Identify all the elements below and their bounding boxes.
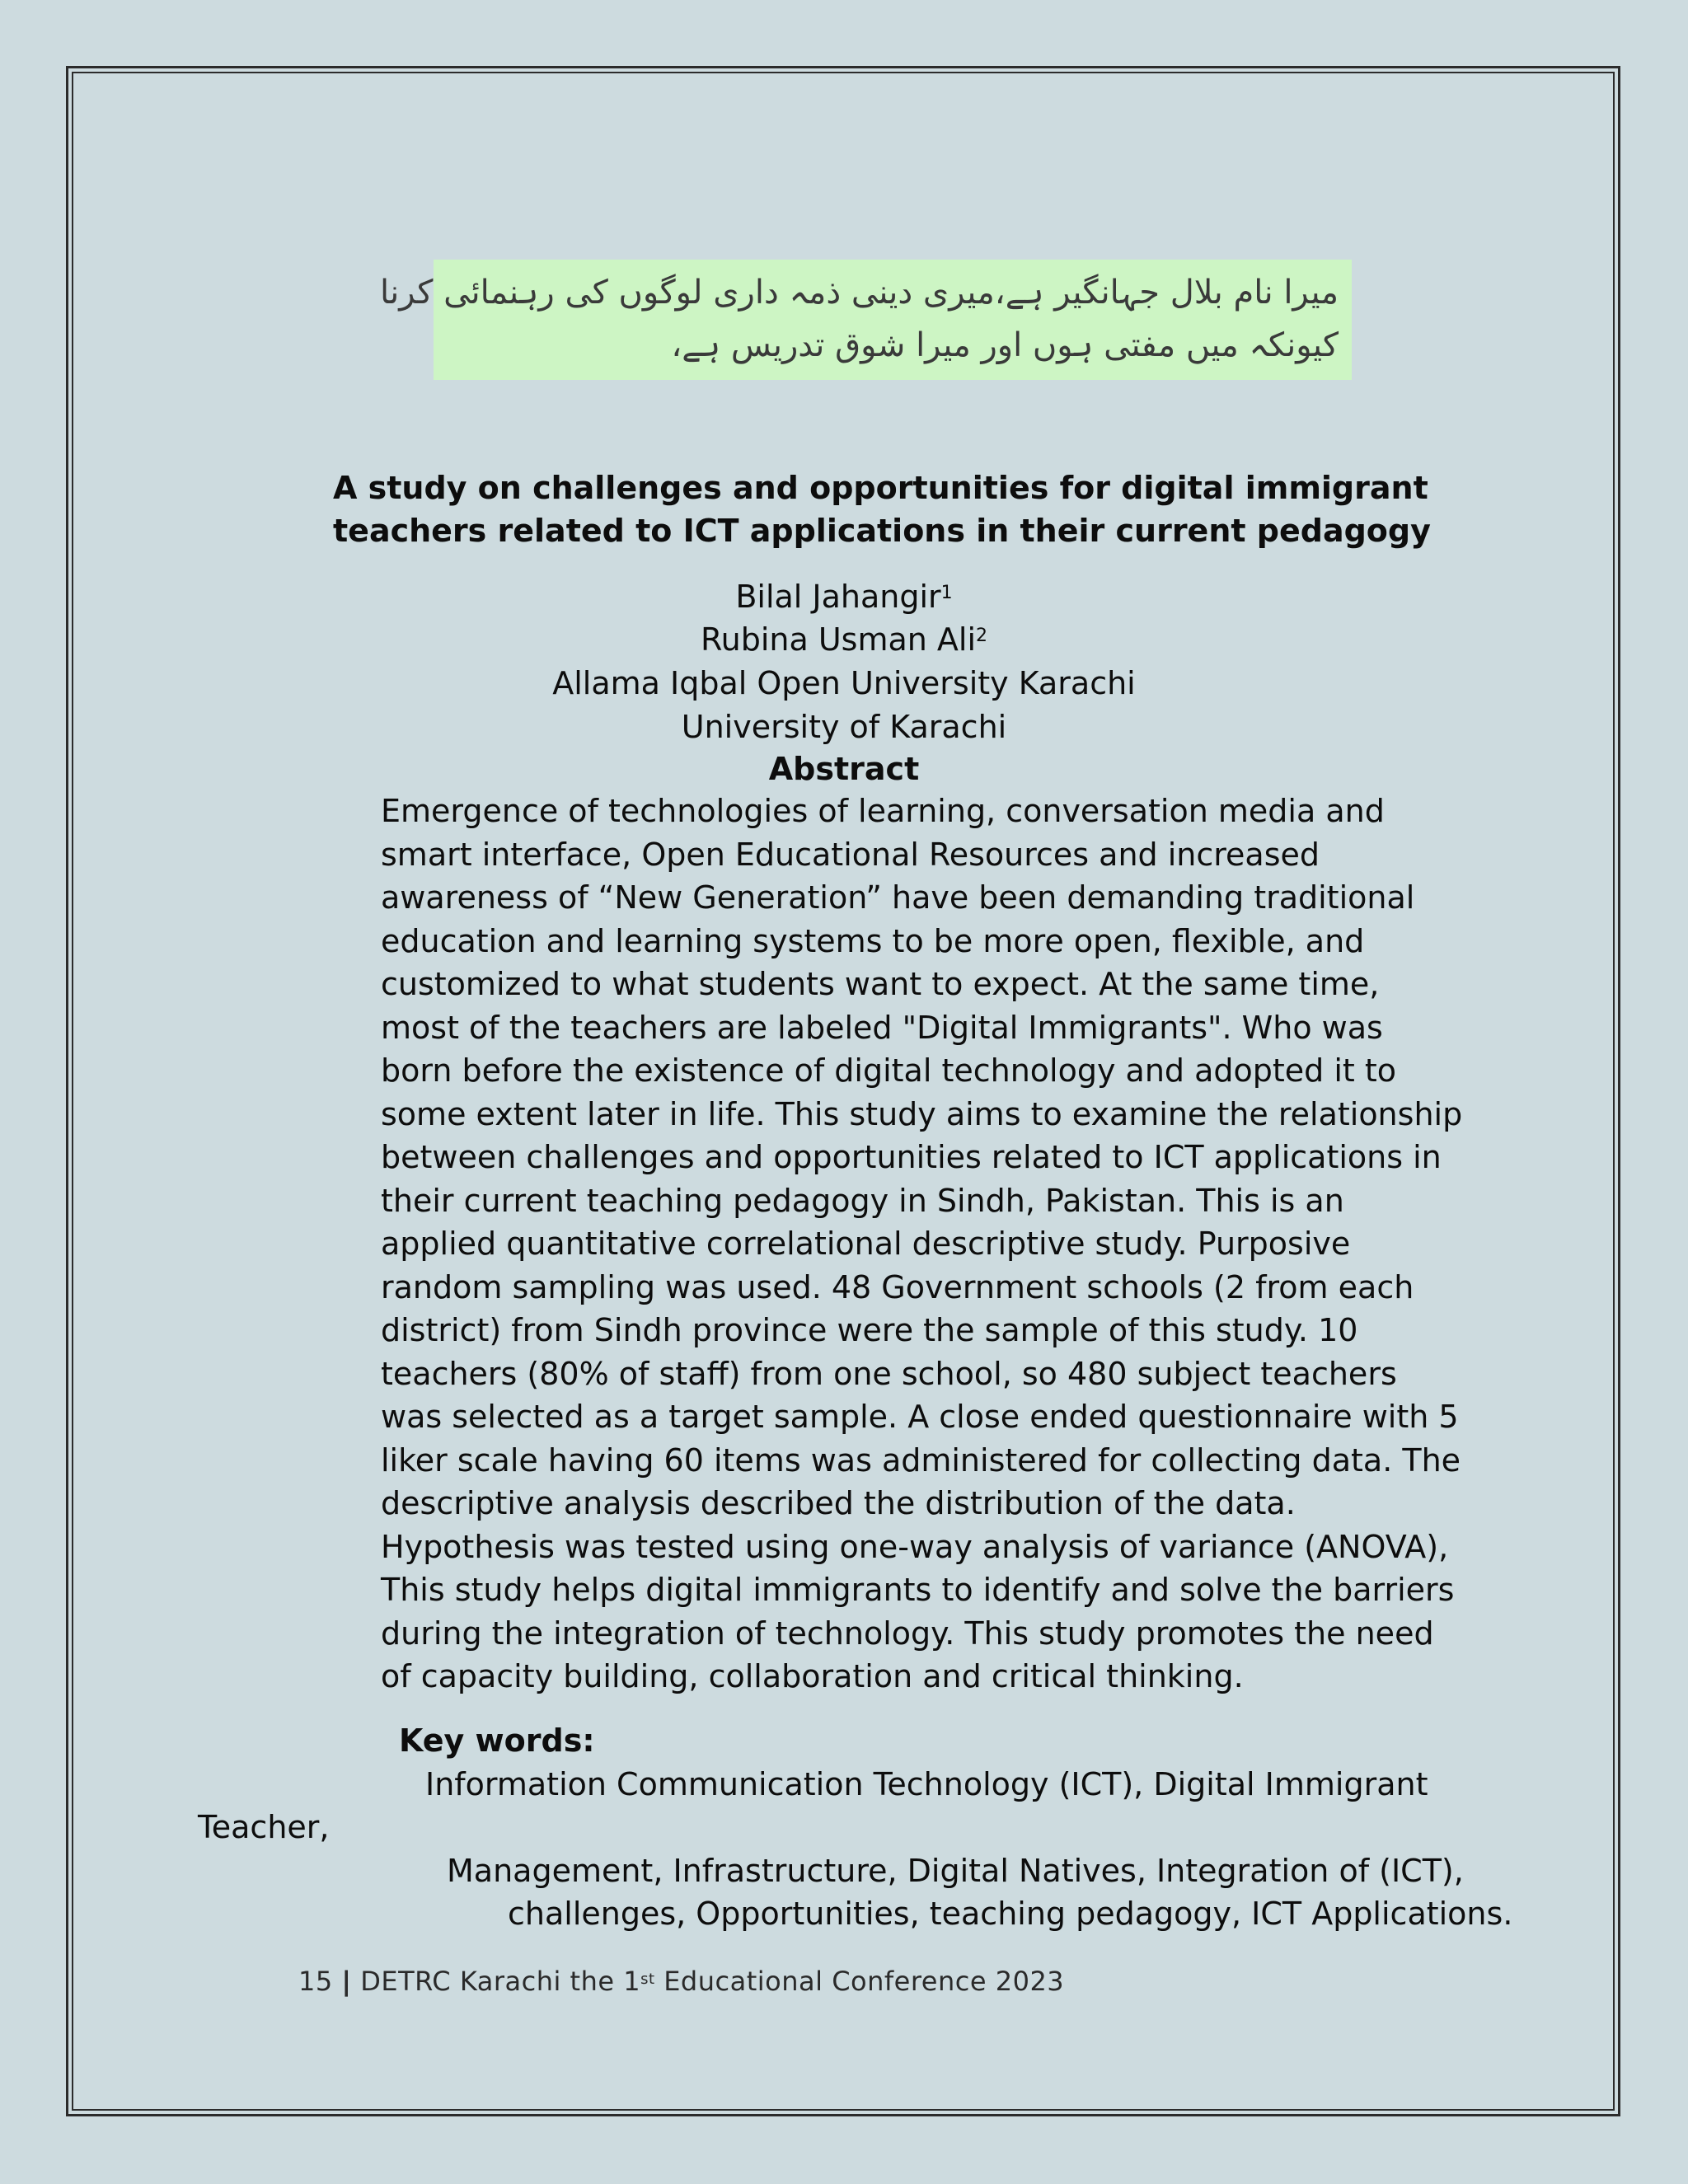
page-footer bbox=[298, 1963, 1064, 1999]
abstract-line: smart interface, Open Educational Resources and increased bbox=[381, 836, 1320, 873]
paper-title bbox=[333, 466, 1431, 552]
abstract-line: Hypothesis was tested using one-way analysis of variance (ANOVA), bbox=[381, 1528, 1449, 1565]
author-2 bbox=[0, 618, 1688, 661]
abstract-line: of capacity building, collaboration and critical thinking. bbox=[381, 1658, 1244, 1694]
abstract-line: teachers (80% of staff) from one school, so 480 subject teachers bbox=[381, 1355, 1397, 1392]
keywords-line-2: Teacher, bbox=[198, 1809, 330, 1845]
abstract-line: liker scale having 60 items was administered for collecting data. The bbox=[381, 1441, 1461, 1479]
abstract-line: during the integration of technology. This study promotes the need bbox=[381, 1615, 1434, 1652]
abstract-line: some extent later in life. This study aims to examine the relationship bbox=[381, 1095, 1463, 1132]
abstract-line: awareness of “New Generation” have been demanding traditional bbox=[381, 879, 1415, 916]
footer-text: DETRC Karachi the 1 bbox=[360, 1966, 641, 1997]
urdu-caption-line-1: میرا نام بلال جہانگیر ہے،میری دینی ذمہ داری لوگوں کی رہنمائی کرنا bbox=[379, 274, 1339, 312]
keywords-line-3: Management, Infrastructure, Digital Natives, Integration of (ICT), bbox=[447, 1853, 1464, 1889]
abstract-heading: Abstract bbox=[768, 751, 920, 787]
abstract-line: random sampling was used. 48 Government schools (2 from each bbox=[381, 1268, 1414, 1305]
abstract-line: customized to what students want to expect. At the same time, bbox=[381, 966, 1380, 1002]
author-2-name: Rubina Usman Ali bbox=[700, 621, 977, 658]
author-1-name: Bilal Jahangir bbox=[735, 579, 941, 615]
page-number: 15 bbox=[298, 1966, 333, 1997]
abstract-body bbox=[381, 790, 1463, 1699]
affiliation-1: Allama Iqbal Open University Karachi bbox=[552, 665, 1136, 701]
author-1 bbox=[0, 575, 1688, 618]
urdu-caption-box bbox=[379, 260, 1352, 380]
footer-text-end: Educational Conference 2023 bbox=[654, 1966, 1065, 1997]
affiliation-2: University of Karachi bbox=[681, 709, 1007, 745]
author-1-superscript: 1 bbox=[940, 583, 953, 603]
footer-superscript: st bbox=[640, 1971, 655, 1988]
abstract-line: between challenges and opportunities related to ICT applications in bbox=[381, 1139, 1442, 1175]
abstract-line: their current teaching pedagogy in Sindh, Pakistan. This is an bbox=[381, 1182, 1344, 1219]
abstract-line: was selected as a target sample. A close ended questionnaire with 5 bbox=[381, 1399, 1459, 1435]
abstract-line: most of the teachers are labeled "Digital Immigrants". Who was bbox=[381, 1009, 1383, 1046]
abstract-line: district) from Sindh province were the sample of this study. 10 bbox=[381, 1312, 1358, 1348]
author-2-superscript: 2 bbox=[976, 626, 988, 646]
abstract-line: descriptive analysis described the distribution of the data. bbox=[381, 1485, 1296, 1521]
footer-separator: | bbox=[341, 1966, 352, 1997]
abstract-line: Emergence of technologies of learning, conversation media and bbox=[381, 793, 1385, 829]
paper-title-line-2: teachers related to ICT applications in their current pedagogy bbox=[333, 513, 1431, 549]
abstract-line: This study helps digital immigrants to identify and solve the barriers bbox=[381, 1572, 1455, 1608]
keywords-line-1: Information Communication Technology (ICT), Digital Immigrant bbox=[425, 1766, 1428, 1802]
keywords-heading: Key words: bbox=[399, 1722, 595, 1759]
abstract-line: education and learning systems to be more open, flexible, and bbox=[381, 922, 1365, 959]
keywords-line-4: challenges, Opportunities, teaching pedagogy, ICT Applications. bbox=[508, 1896, 1513, 1932]
abstract-line: born before the existence of digital technology and adopted it to bbox=[381, 1052, 1397, 1089]
paper-title-line-1: A study on challenges and opportunities for digital immigrant bbox=[333, 470, 1428, 506]
urdu-caption-line-2: کیونکہ میں مفتی ہوں اور میرا شوق تدریس ہے، bbox=[671, 326, 1339, 364]
abstract-line: applied quantitative correlational descriptive study. Purposive bbox=[381, 1226, 1351, 1262]
